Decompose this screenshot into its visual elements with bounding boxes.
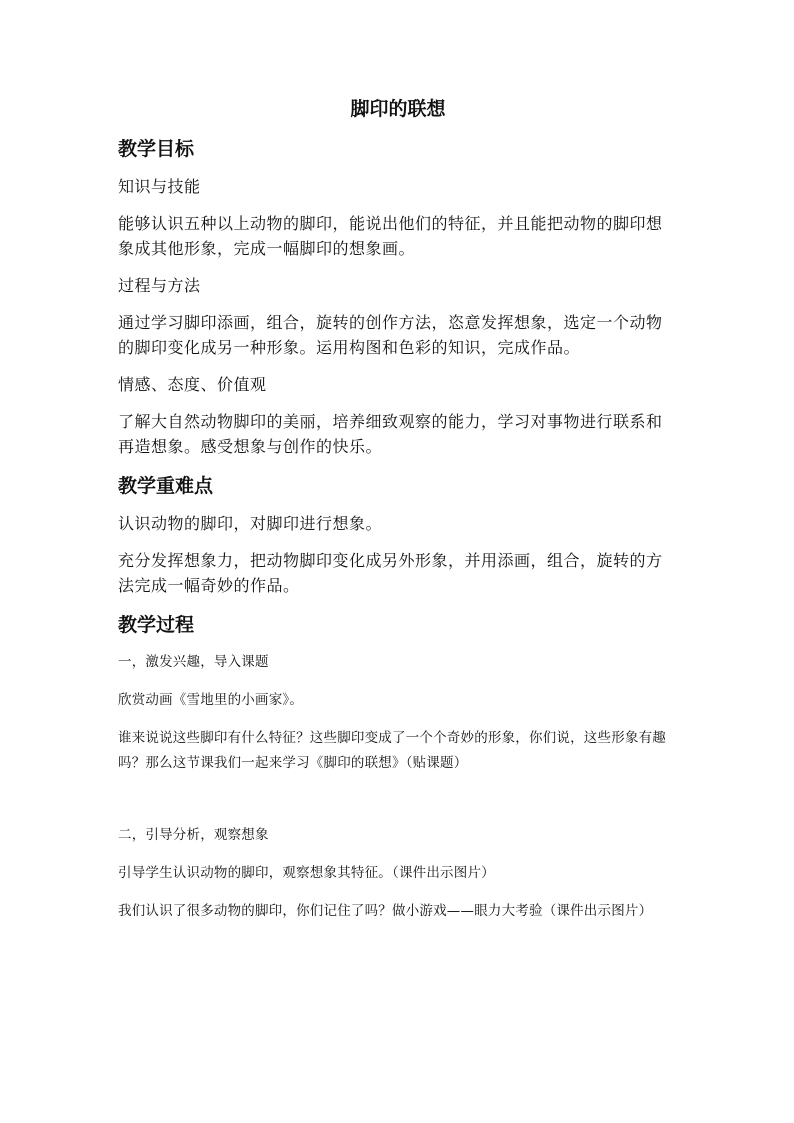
paragraph-process-method: 通过学习脚印添画，组合，旋转的创作方法，恣意发挥想象，选定一个动物的脚印变化成另一种形象。运用构图和色彩的知识，完成作品。 [118, 313, 663, 357]
document-title: 脚印的联想 [350, 98, 446, 120]
document-body [118, 94, 678, 937]
paragraph-key-point-2: 充分发挥想象力，把动物脚印变化成另外形象，并用添画，组合，旋转的方法完成一幅奇妙的作品。 [118, 551, 663, 595]
paragraph-knowledge-skills: 能够认识五种以上动物的脚印，能说出他们的特征，并且能把动物的脚印想象成其他形象，完成一幅脚印的想象画。 [118, 214, 663, 258]
step-heading-2: 二，引导分析，观察想象 [118, 827, 269, 843]
blank-spacer [118, 789, 678, 823]
paragraph-key-point-1: 认识动物的脚印，对脚印进行想象。 [118, 514, 383, 533]
paragraph-step1-2: 谁来说说这些脚印有什么特征？这些脚印变成了一个个奇妙的形象，你们说，这些形象有趣吗？那么这节课我们一起来学习《脚印的联想》（贴课题） [118, 730, 666, 771]
paragraph-emotion-values: 了解大自然动物脚印的美丽，培养细致观察的能力，学习对事物进行联系和再造想象。感受想象与创作的快乐。 [118, 412, 663, 456]
section-heading-teaching-process: 教学过程 [118, 614, 195, 636]
step-heading-1: 一，激发兴趣，导入课题 [118, 654, 269, 670]
subheading-knowledge-skills: 知识与技能 [118, 177, 201, 196]
section-heading-key-points: 教学重难点 [118, 475, 214, 497]
subheading-process-method: 过程与方法 [118, 276, 201, 295]
paragraph-step2-1: 引导学生认识动物的脚印，观察想象其特征。（课件出示图片） [118, 865, 495, 881]
subheading-emotion-values: 情感、态度、价值观 [118, 375, 267, 394]
paragraph-step1-1: 欣赏动画《雪地里的小画家》。 [118, 692, 304, 708]
paragraph-step2-2: 我们认识了很多动物的脚印，你们记住了吗？做小游戏——眼力大考验（课件出示图片） [118, 903, 653, 919]
section-heading-teaching-goals: 教学目标 [118, 138, 195, 160]
